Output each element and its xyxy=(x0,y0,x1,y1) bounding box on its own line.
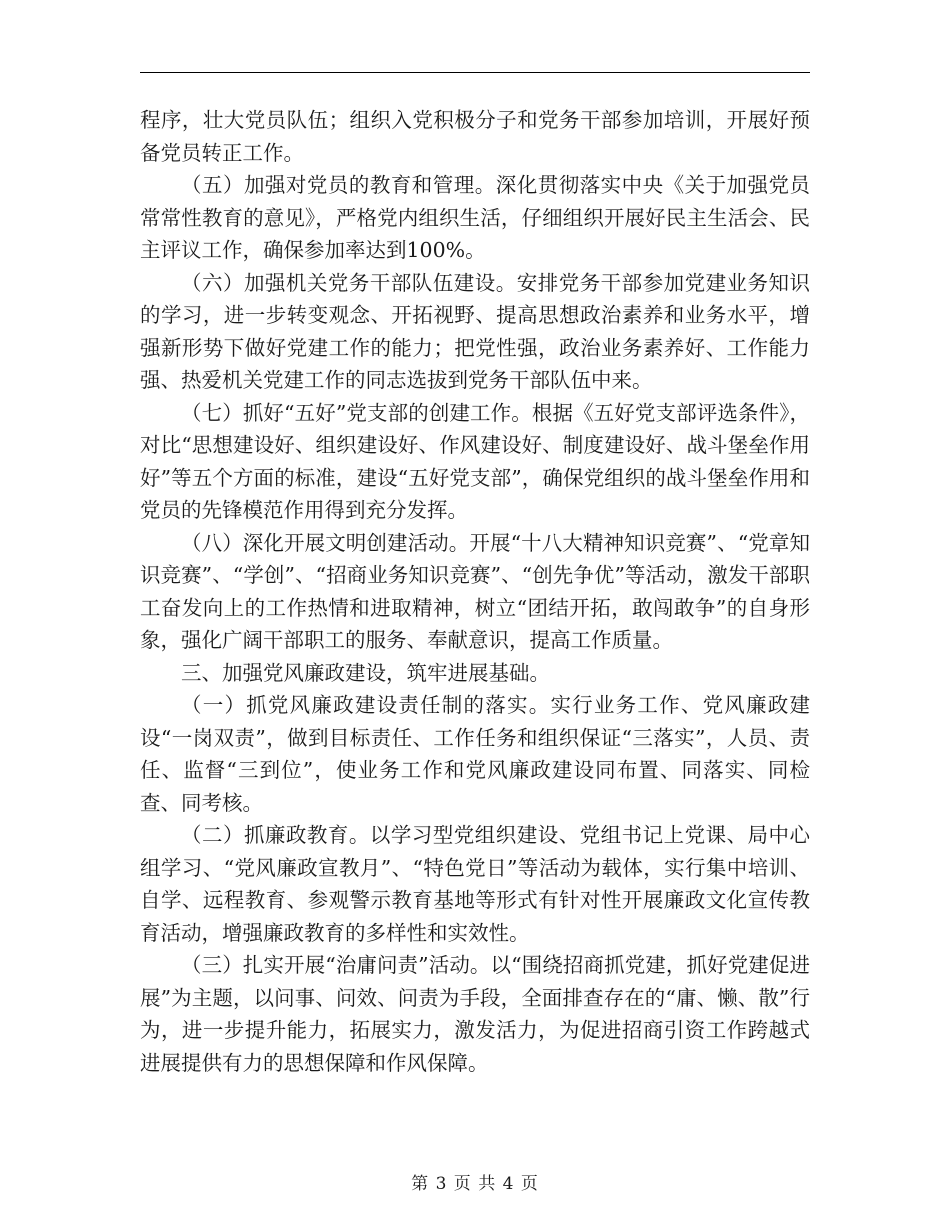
paragraph-item-8: （八）深化开展文明创建活动。开展“十八大精神知识竞赛”、“党章知识竞赛”、“学创”、“招商业务知识竞赛”、“创先争优”等活动，激发干部职工奋发向上的工作热情和进取精神，树立“团结开拓，敢闯敢争”的自身形象，强化广阔干部职工的服务、奉献意识，提高工作质量。 xyxy=(140,530,810,652)
section-heading-3: 三、加强党风廉政建设，筑牢进展基础。 xyxy=(181,660,550,685)
paragraph-continuation: 程序，壮大党员队伍；组织入党积极分子和党务干部参加培训，开展好预备党员转正工作。 xyxy=(140,108,810,165)
paragraph-sub-2: （二）抓廉政教育。以学习型党组织建设、党组书记上党课、局中心组学习、“党风廉政宣教月”、“特色党日”等活动为载体，实行集中培训、自学、远程教育、参观警示教育基地等形式有针对性开展廉政文化宣传教育活动，增强廉政教育的多样性和实效性。 xyxy=(140,823,810,945)
paragraph-item-7: （七）抓好“五好”党支部的创建工作。根据《五好党支部评选条件》，对比“思想建设好、组织建设好、作风建设好、制度建设好、战斗堡垒作用好”等五个方面的标准，建设“五好党支部”，确保党组织的战斗堡垒作用和党员的先锋模范作用得到充分发挥。 xyxy=(140,400,810,522)
document-body xyxy=(140,104,810,1079)
paragraph-item-6: （六）加强机关党务干部队伍建设。安排党务干部参加党建业务知识的学习，进一步转变观念、开拓视野、提高思想政治素养和业务水平，增强新形势下做好党建工作的能力；把党性强，政治业务素养好、工作能力强、热爱机关党建工作的同志选拔到党务干部队伍中来。 xyxy=(140,270,810,392)
header-rule xyxy=(140,72,810,73)
paragraph-sub-3: （三）扎实开展“治庸问责”活动。以“围绕招商抓党建，抓好党建促进展”为主题，以问事、问效、问责为手段，全面排查存在的“庸、懒、散”行为，进一步提升能力，拓展实力，激发活力，为促进招商引资工作跨越式进展提供有力的思想保障和作风保障。 xyxy=(140,953,810,1075)
page-number: 第 3 页 共 4 页 xyxy=(411,1174,539,1194)
paragraph-sub-1: （一）抓党风廉政建设责任制的落实。实行业务工作、党风廉政建设“一岗双责”，做到目标责任、工作任务和组织保证“三落实”，人员、责任、监督“三到位”，使业务工作和党风廉政建设同布置、同落实、同检查、同考核。 xyxy=(140,693,810,815)
paragraph-item-5: （五）加强对党员的教育和管理。深化贯彻落实中央《关于加强党员常常性教育的意见》，严格党内组织生活，仔细组织开展好民主生活会、民主评议工作，确保参加率达到100%。 xyxy=(140,173,810,262)
